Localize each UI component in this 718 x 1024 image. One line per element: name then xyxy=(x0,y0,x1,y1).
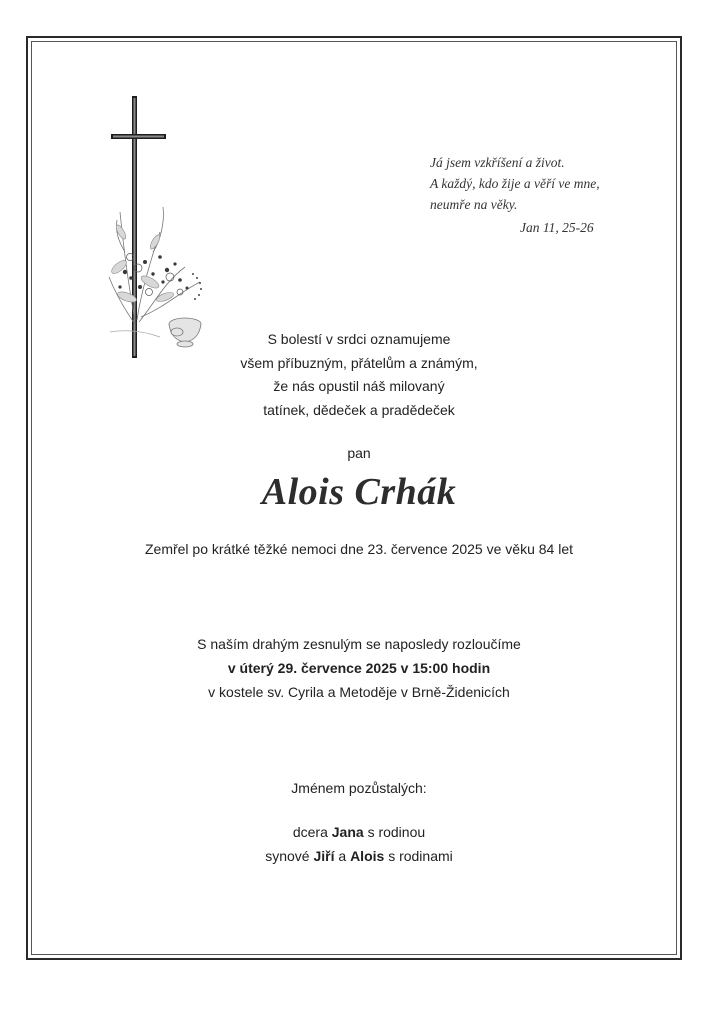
verse-line-2: A každý, kdo žije a věří ve mne, xyxy=(430,176,600,191)
death-notice: Zemřel po krátké těžké nemoci dne 23. července 2025 ve věku 84 let xyxy=(144,541,573,557)
son-2-name: Alois xyxy=(350,848,385,864)
funeral-place: v kostele sv. Cyrila a Metoděje v Brně-Židenicích xyxy=(208,684,510,700)
verse-line-3: neumře na věky. xyxy=(430,197,518,212)
intro-line-3: že nás opustil náš milovaný xyxy=(273,378,445,394)
salutation: pan xyxy=(347,445,371,461)
sons-suffix: s rodinami xyxy=(388,848,453,864)
intro-line-4: tatínek, dědeček a pradědeček xyxy=(263,401,455,418)
daughter-suffix: s rodinou xyxy=(367,824,426,840)
intro-line-1: S bolestí v srdci oznamujeme xyxy=(267,331,451,347)
verse-reference: Jan 11, 25-26 xyxy=(520,220,594,235)
verse-line-1: Já jsem vzkříšení a život. xyxy=(430,155,565,170)
intro-line-2: všem příbuzným, přátelům a známým, xyxy=(240,354,478,371)
daughter-prefix: dcera xyxy=(292,824,328,840)
funeral-info xyxy=(0,632,718,704)
announcement-intro xyxy=(0,328,718,422)
funeral-datetime: v úterý 29. července 2025 v 15:00 hodin xyxy=(227,660,491,676)
sons-prefix: synové xyxy=(265,848,310,864)
mourners-list xyxy=(0,820,718,868)
mourner-daughter xyxy=(0,820,718,844)
son-1-name: Jiří xyxy=(313,848,335,864)
sons-conjunction: a xyxy=(338,848,347,864)
daughter-name: Jana xyxy=(331,824,364,840)
funeral-intro: S naším drahým zesnulým se naposledy rozloučíme xyxy=(197,636,521,652)
mourner-sons xyxy=(0,844,718,868)
mourners-title: Jménem pozůstalých: xyxy=(291,780,427,796)
bible-verse xyxy=(430,152,630,215)
deceased-name: Alois Crhák xyxy=(261,471,457,513)
cross-with-flowers-icon xyxy=(105,92,215,362)
